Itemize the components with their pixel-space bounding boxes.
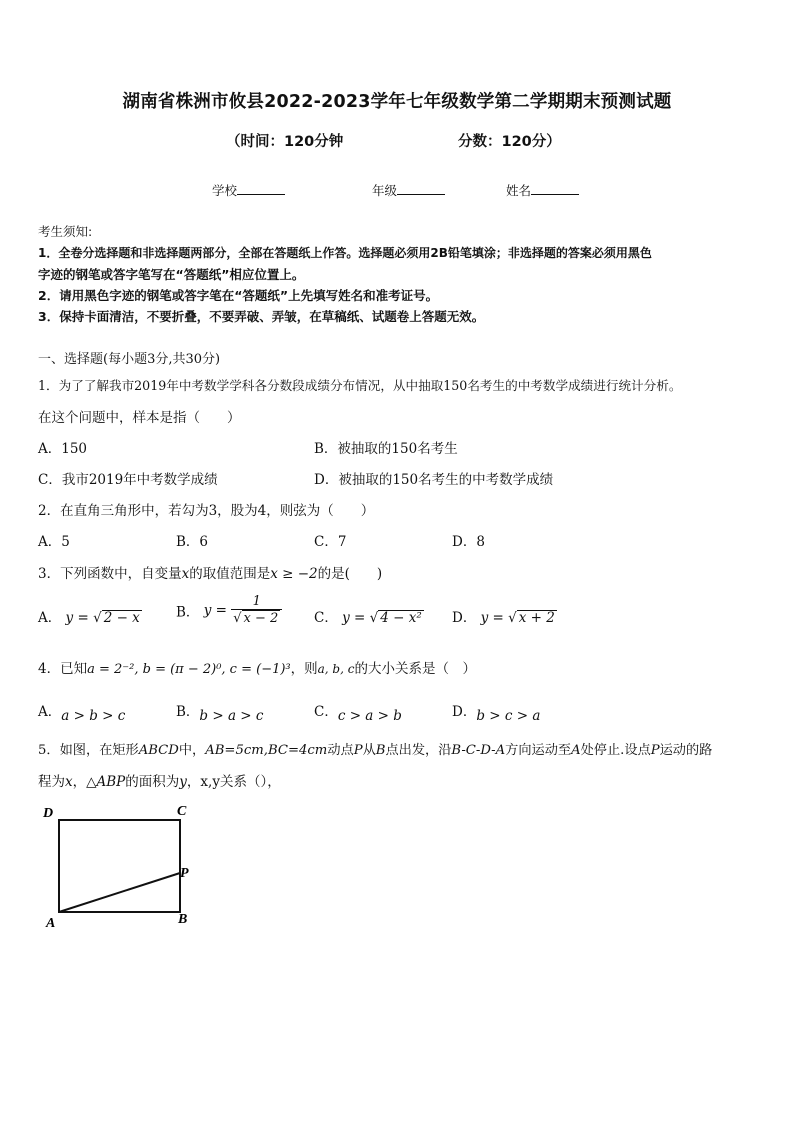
q5-pre: 5．如图，在矩形: [38, 743, 139, 758]
q5-l2-mid2: 的面积为: [125, 774, 180, 790]
q3-b-denominator: x − 2: [243, 611, 279, 626]
q5-b: B: [375, 743, 386, 758]
q4-option-d: [452, 700, 541, 724]
q3-d-radicand: x + 2: [518, 610, 555, 626]
q3-a-radicand: 2 − x: [103, 610, 140, 626]
sqrt-icon: √: [508, 610, 517, 626]
q5-mid4: 点出发，沿: [385, 743, 452, 758]
q5-dims: AB=5cm,BC=4cm: [205, 743, 328, 758]
q3-a-lhs: y =: [65, 610, 89, 626]
q4-stem-post: 的大小关系是（ ）: [354, 661, 476, 677]
q5-p2: P: [650, 743, 660, 758]
notice-item-1-cont: 字迹的钢笔或答字笔写在“答题纸”相应位置上。: [38, 267, 305, 282]
q3-b-numerator: 1: [252, 594, 261, 609]
notice-item-2: 2．请用黑色字迹的钢笔或答字笔在“答题纸”上先填写姓名和准考证号。: [38, 288, 439, 303]
q5-line2: [38, 770, 281, 790]
q4-d-value: b > c > a: [476, 708, 541, 724]
q4-option-b: [176, 700, 264, 724]
q1-option-a: A．150: [38, 441, 88, 457]
sqrt-icon: √: [93, 610, 102, 626]
grade-field: [372, 181, 445, 199]
q3-stem-mid: 的取值范围是: [189, 566, 271, 582]
q5-tri: ABP: [96, 774, 126, 790]
q2-option-b: B．6: [176, 534, 209, 550]
q3-c-lhs: y =: [342, 610, 366, 626]
q4-c-value: c > a > b: [337, 708, 402, 724]
notice-heading: 考生须知:: [38, 224, 93, 239]
q3-c-label: C．: [314, 610, 338, 626]
q3-option-d: [452, 606, 557, 626]
sqrt-icon: √: [233, 611, 242, 626]
q2-option-d: D．8: [452, 534, 485, 550]
q4-d-label: D．: [452, 704, 477, 720]
segment-ap: [59, 873, 180, 912]
time-label: （时间：120分钟: [226, 134, 344, 150]
q5-p: P: [353, 743, 363, 758]
q4-c-label: C．: [314, 704, 338, 720]
label-p: P: [180, 866, 189, 881]
q5-mid2: 动点: [327, 743, 354, 758]
q5-end: 运动的路: [659, 743, 713, 758]
section-heading: 一、选择题(每小题3分,共30分): [38, 352, 221, 367]
q1-line2: 在这个问题中，样本是指（ ）: [38, 410, 241, 426]
q3-b-label: B．: [176, 604, 200, 621]
q5-x: x: [65, 774, 73, 790]
notice-item-1: 1．全卷分选择题和非选择题两部分，全部在答题纸上作答。选择题必须用2B铅笔填涂；非选择题的答案必须用黑色: [38, 246, 652, 260]
q4-stem-pre: 4．已知: [38, 661, 88, 677]
q4-option-c: [314, 700, 402, 724]
q4-option-a: [38, 700, 126, 724]
name-label: 姓名: [506, 183, 532, 198]
q5-l2-pre: 程为: [38, 774, 65, 790]
label-b: B: [178, 912, 188, 927]
q5-post: 处停止.设点: [580, 743, 651, 758]
score-label: 分数：120分）: [458, 134, 561, 150]
q5-mid5: 方向运动至: [505, 743, 572, 758]
q3-b-lhs: y =: [203, 602, 227, 619]
q5-l2-post: ，x,y关系（），: [186, 774, 281, 790]
rectangle-abcd: [59, 820, 180, 912]
q5-l2-mid: ，△: [72, 774, 97, 790]
q3-option-b: [176, 594, 282, 627]
q3-d-label: D．: [452, 610, 477, 626]
q1-option-d: D．被抽取的150名考生的中考数学成绩: [314, 472, 554, 488]
q5-path: B-C-D-A: [451, 743, 506, 758]
grade-blank: [397, 182, 445, 195]
grade-label: 年级: [372, 183, 398, 198]
q3-d-lhs: y =: [480, 610, 504, 626]
q5-mid: 中，: [178, 743, 206, 758]
exam-title: 湖南省株洲市攸县2022-2023学年七年级数学第二学期期末预测试题: [122, 92, 672, 112]
q5-rect: ABCD: [138, 743, 179, 758]
name-blank: [531, 182, 579, 195]
q5-a: A: [571, 743, 581, 758]
q3-c-radicand: 4 − x²: [380, 610, 422, 626]
school-field: [212, 181, 285, 199]
q3-b-fraction: [231, 594, 282, 627]
q4-a-label: A．: [38, 704, 62, 720]
q5-y: y: [179, 774, 187, 790]
q2-option-a: A．5: [38, 534, 70, 550]
q3-a-label: A．: [38, 610, 62, 626]
q4-vars: a, b, c: [317, 662, 355, 676]
q4-stem-mid: ，则: [290, 661, 318, 677]
school-label: 学校: [212, 183, 238, 198]
q3-option-a: [38, 606, 142, 626]
q4-b-label: B．: [176, 704, 200, 720]
q5-line1: [38, 739, 712, 758]
school-blank: [237, 182, 285, 195]
q4-a-value: a > b > c: [61, 708, 126, 724]
q3-option-c: [314, 606, 424, 626]
q3-stem: [38, 562, 382, 582]
q4-stem: [38, 657, 476, 677]
q4-b-value: b > a > c: [199, 708, 264, 724]
label-a: A: [46, 916, 56, 931]
q1-option-c: C．我市2019年中考数学成绩: [38, 472, 218, 488]
rectangle-figure: [30, 795, 210, 940]
q3-var: x: [181, 566, 190, 582]
q5-mid3: 从: [362, 743, 376, 758]
q1-option-b: B．被抽取的150名考生: [314, 441, 458, 457]
q3-stem-pre: 3．下列函数中，自变量: [38, 566, 182, 582]
notice-item-3: 3．保持卡面清洁，不要折叠，不要弄破、弄皱，在草稿纸、试题卷上答题无效。: [38, 309, 485, 324]
q3-stem-post: 的是( ): [317, 566, 383, 582]
q2-stem: 2．在直角三角形中，若勾为3，股为4，则弦为（ ）: [38, 503, 375, 519]
name-field: [506, 181, 579, 199]
sqrt-icon: √: [369, 610, 379, 626]
label-d: D: [43, 806, 54, 821]
label-c: C: [177, 804, 187, 819]
q2-option-c: C．7: [314, 534, 347, 550]
q3-condition: x ≥ −2: [270, 566, 318, 582]
q1-line1: 1．为了了解我市2019年中考数学学科各分数段成绩分布情况，从中抽取150名考生的中考数学成绩进行统计分析。: [38, 378, 682, 393]
q4-expression: a = 2⁻², b = (π − 2)⁰, c = (−1)³: [87, 662, 291, 677]
